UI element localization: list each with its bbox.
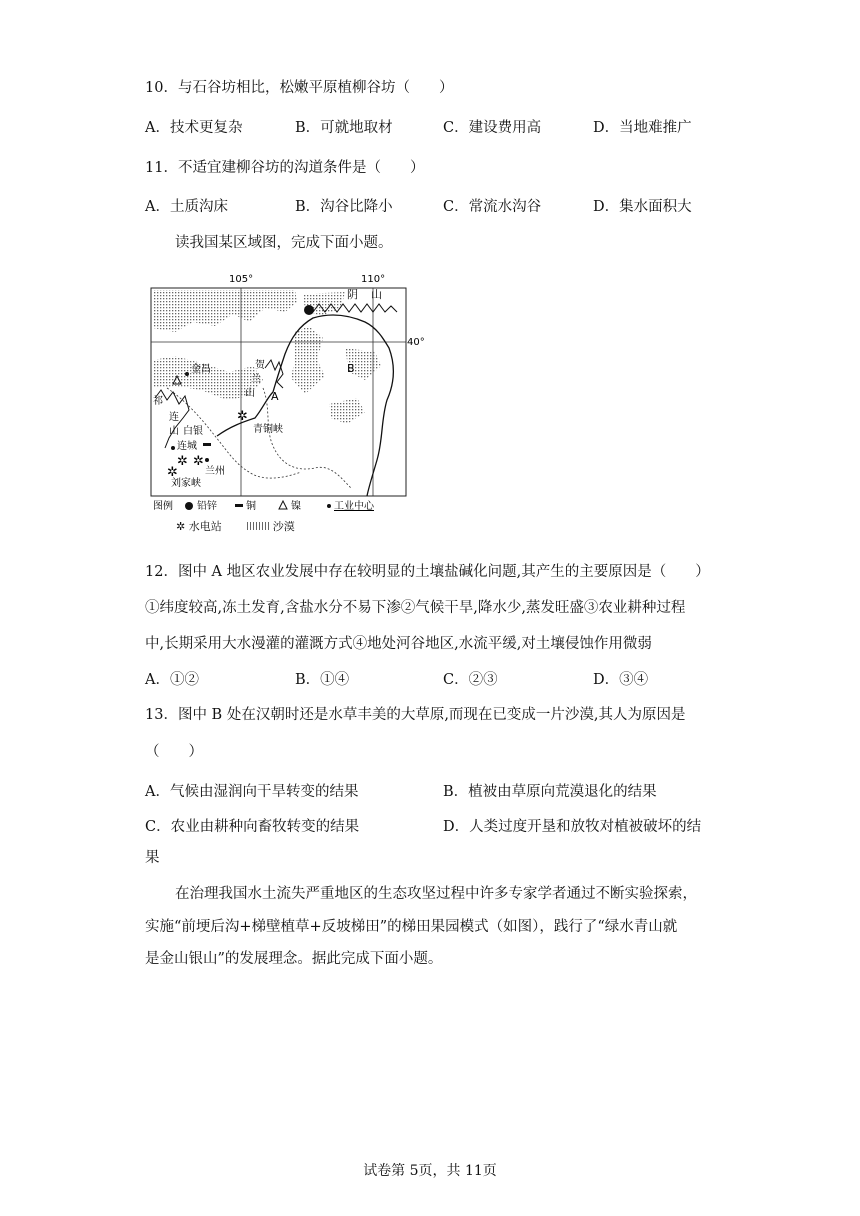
hydropower-icon-liujiaxia: ✲ [167, 465, 178, 480]
q10-option-c: C．建设费用高 [443, 120, 542, 136]
legend-industry: 工业中心 [334, 501, 374, 512]
desert-north [153, 290, 297, 332]
q12-option-a: A．①② [145, 672, 199, 688]
label-liujiaxia: 刘家峡 [171, 478, 201, 489]
legend-copper: 铜 [246, 501, 256, 512]
q12-option-b: B．①④ [295, 672, 350, 688]
legend-industry-icon [327, 504, 331, 508]
label-yinshan-2: 山 [371, 288, 382, 301]
label-qilian-1: 祁 [153, 396, 163, 407]
label-qilian-3: 山 [169, 426, 179, 437]
legend-title: 图例 [153, 501, 173, 512]
q11-option-c: C．常流水沟谷 [443, 199, 542, 215]
legend-row-2 [176, 518, 295, 534]
lead-zinc-icon [304, 305, 314, 315]
region-map-svg [145, 268, 425, 514]
q11-option-a: A．土质沟床 [145, 199, 228, 215]
q10-option-b: B．可就地取材 [295, 120, 393, 136]
label-jinchang: 金昌 [191, 364, 211, 375]
legend-lead-zinc-icon [185, 502, 193, 510]
q13-stem-line2: （ ） [145, 744, 203, 760]
city-dot-jinchang [185, 372, 189, 376]
q11-option-d: D．集水面积大 [593, 199, 692, 215]
q12-stem: 12．图中 A 地区农业发展中存在较明显的土壤盐碱化问题,其产生的主要原因是（ ） [145, 564, 710, 580]
q13-option-a: A．气候由湿润向干旱转变的结果 [145, 784, 359, 800]
q13-stem-line1: 13．图中 B 处在汉朝时还是水草丰美的大草原,而现在已变成一片沙漠,其人为原因是 [145, 707, 686, 723]
q13-option-d: D．人类过度开垦和放牧对植被破坏的结 [443, 819, 702, 835]
q10-option-a: A．技术更复杂 [145, 120, 243, 136]
q10-option-d: D．当地难推广 [593, 120, 692, 136]
intro-next-line2: 实施“前埂后沟+梯壁植草+反坡梯田”的梯田果园模式（如图），践行了“绿水青山就 [145, 919, 678, 935]
legend-hydropower-icon: ✲ [176, 520, 186, 533]
helan-mountain-icon [265, 360, 283, 388]
legend-lead-zinc: 铅锌 [197, 501, 217, 512]
q11-option-b: B．沟谷比降小 [295, 199, 393, 215]
copper-icon [203, 443, 211, 446]
q12-option-d: D．③④ [593, 672, 649, 688]
legend-nickel-icon [279, 501, 287, 509]
page-footer: 试卷第 5页，共 11页 [363, 1163, 497, 1179]
legend-desert: 沙漠 [272, 520, 295, 533]
label-a: A [271, 390, 279, 403]
hydropower-icon-1: ✲ [177, 454, 188, 469]
label-qingtongxia: 青铜峡 [253, 424, 283, 435]
city-dot-liancheng [171, 446, 175, 450]
legend-hydropower: 水电站 [188, 520, 222, 533]
q12-body-line2: 中,长期采用大水漫灌的灌溉方式④地处河谷地区,水流平缓,对土壤侵蚀作用微弱 [145, 636, 652, 652]
q11-stem: 11．不适宜建柳谷坊的沟道条件是（ ） [145, 160, 425, 176]
desert-ordos [291, 326, 325, 394]
label-yinshan-1: 阴 [347, 288, 358, 301]
label-lanzhou: 兰州 [205, 466, 225, 477]
q13-option-b: B．植被由草原向荒漠退化的结果 [443, 784, 657, 800]
label-helan-2: 兰 [251, 374, 261, 385]
legend-desert-icon [247, 522, 269, 530]
map-intro: 读我国某区域图，完成下面小题。 [175, 235, 393, 251]
label-b: B [347, 362, 355, 375]
q13-option-c: C．农业由耕种向畜牧转变的结果 [145, 819, 360, 835]
lon-label-105: 105° [229, 274, 254, 285]
desert-south [329, 398, 365, 424]
legend-copper-icon [235, 504, 243, 507]
label-liancheng: 连城 [177, 441, 197, 452]
city-dot-lanzhou [205, 458, 209, 462]
label-qilian-2: 连 [169, 412, 179, 423]
hydropower-icon-qingtongxia: ✲ [237, 409, 248, 424]
q10-stem: 10．与石谷坊相比，松嫩平原植柳谷坊（ ） [145, 80, 454, 96]
label-helan-3: 山 [245, 388, 255, 399]
lon-label-110: 110° [361, 274, 386, 285]
q13-option-d-wrap: 果 [145, 850, 160, 866]
hydropower-icon-2: ✲ [193, 454, 204, 469]
region-map [145, 268, 425, 514]
label-baiyin: 白银 [183, 426, 203, 437]
q12-option-c: C．②③ [443, 672, 498, 688]
intro-next-line3: 是金山银山”的发展理念。据此完成下面小题。 [145, 951, 443, 967]
lat-label-40: 40° [407, 337, 425, 348]
intro-next-line1: 在治理我国水土流失严重地区的生态攻坚过程中许多专家学者通过不断实验探索， [175, 886, 697, 902]
label-helan-1: 贺 [255, 360, 265, 371]
legend-nickel: 镍 [291, 501, 301, 512]
q12-body-line1: ①纬度较高,冻土发育,含盐水分不易下渗②气候干旱,降水少,蒸发旺盛③农业耕种过程 [145, 600, 686, 616]
